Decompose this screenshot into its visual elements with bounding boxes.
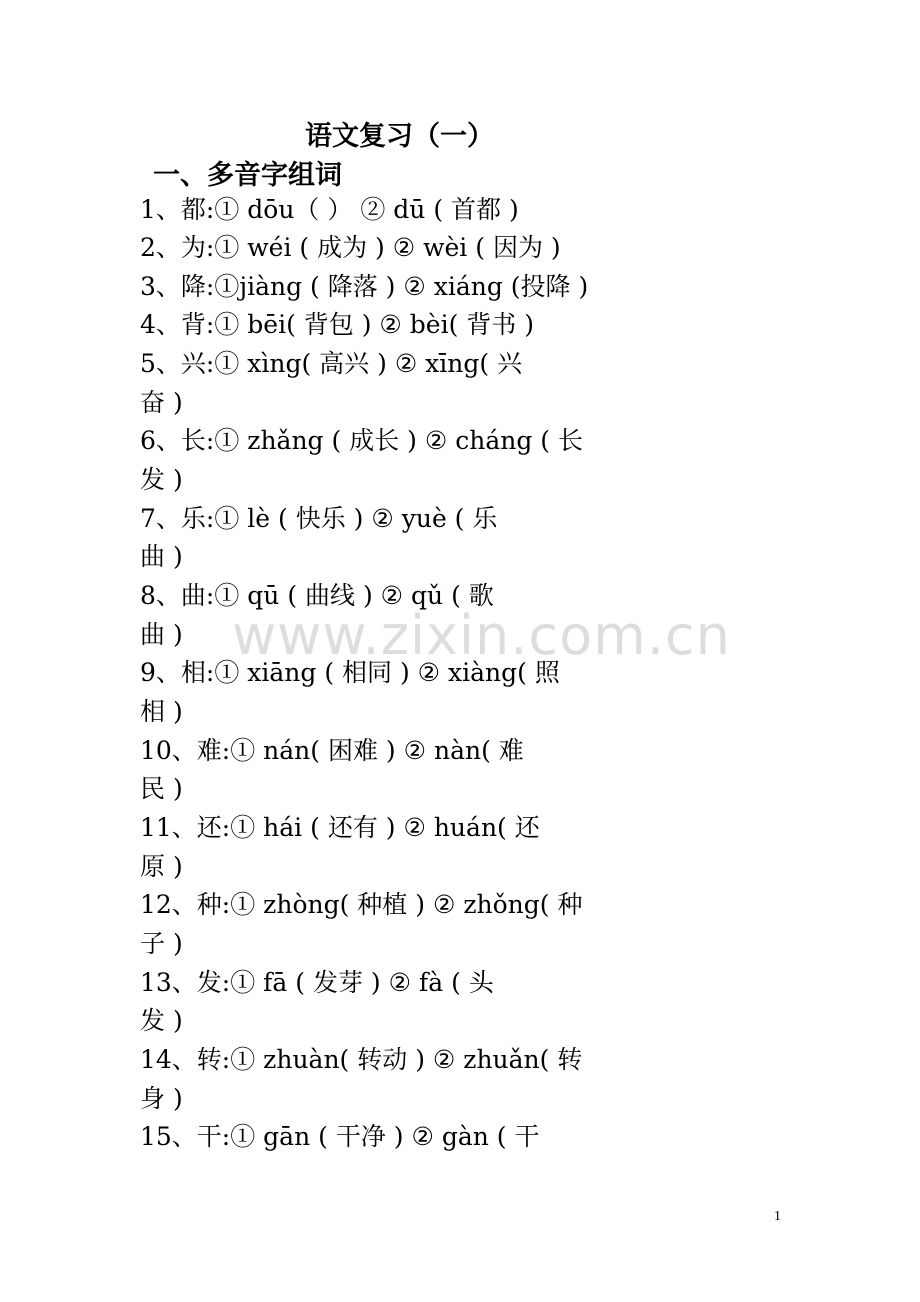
section-heading: 一、多音字组词 [153, 160, 342, 191]
text-line: 子 ) [140, 929, 183, 958]
text-line: 15、干:① gān ( 干净 ) ② gàn ( 干 [140, 1122, 540, 1151]
text-line: 8、曲:① qū ( 曲线 ) ② qǔ ( 歌 [140, 581, 494, 610]
text-line: 奋 ) [140, 388, 183, 417]
text-line: 6、长:① zhǎng ( 成长 ) ② cháng ( 长 [140, 426, 583, 455]
text-line: 相 ) [140, 697, 183, 726]
text-line: 7、乐:① lè ( 快乐 ) ② yuè ( 乐 [140, 504, 498, 533]
text-line: 2、为:① wéi ( 成为 ) ② wèi ( 因为 ) [140, 233, 561, 262]
text-line: 曲 ) [140, 542, 183, 571]
text-line: 身 ) [140, 1084, 183, 1113]
text-line: 10、难:① nán( 困难 ) ② nàn( 难 [140, 736, 524, 765]
watermark: www.zixin.com.cn [232, 604, 731, 667]
text-line: 发 ) [140, 465, 183, 494]
text-line: 民 ) [140, 774, 183, 803]
text-line: 14、转:① zhuàn( 转动 ) ② zhuǎn( 转 [140, 1045, 583, 1074]
text-line: 11、还:① hái ( 还有 ) ② huán( 还 [140, 813, 540, 842]
text-line: 发 ) [140, 1006, 183, 1035]
page-title: 语文复习（一） [305, 121, 494, 152]
text-line: 13、发:① fā ( 发芽 ) ② fà ( 头 [140, 968, 494, 997]
text-line: 9、相:① xiāng ( 相同 ) ② xiàng( 照 [140, 658, 560, 687]
text-line: 12、种:① zhòng( 种植 ) ② zhǒng( 种 [140, 890, 583, 919]
text-line: 4、背:① bēi( 背包 ) ② bèi( 背书 ) [140, 310, 534, 339]
text-line: 5、兴:① xìng( 高兴 ) ② xīng( 兴 [140, 349, 523, 378]
text-line: 曲 ) [140, 620, 183, 649]
page-number: 1 [774, 1209, 781, 1224]
text-line: 1、都:① dōu（ ） ② dū ( 首都 ) [140, 195, 519, 224]
text-line: 3、降:①jiàng ( 降落 ) ② xiáng (投降 ) [140, 272, 589, 301]
text-line: 原 ) [140, 852, 183, 881]
